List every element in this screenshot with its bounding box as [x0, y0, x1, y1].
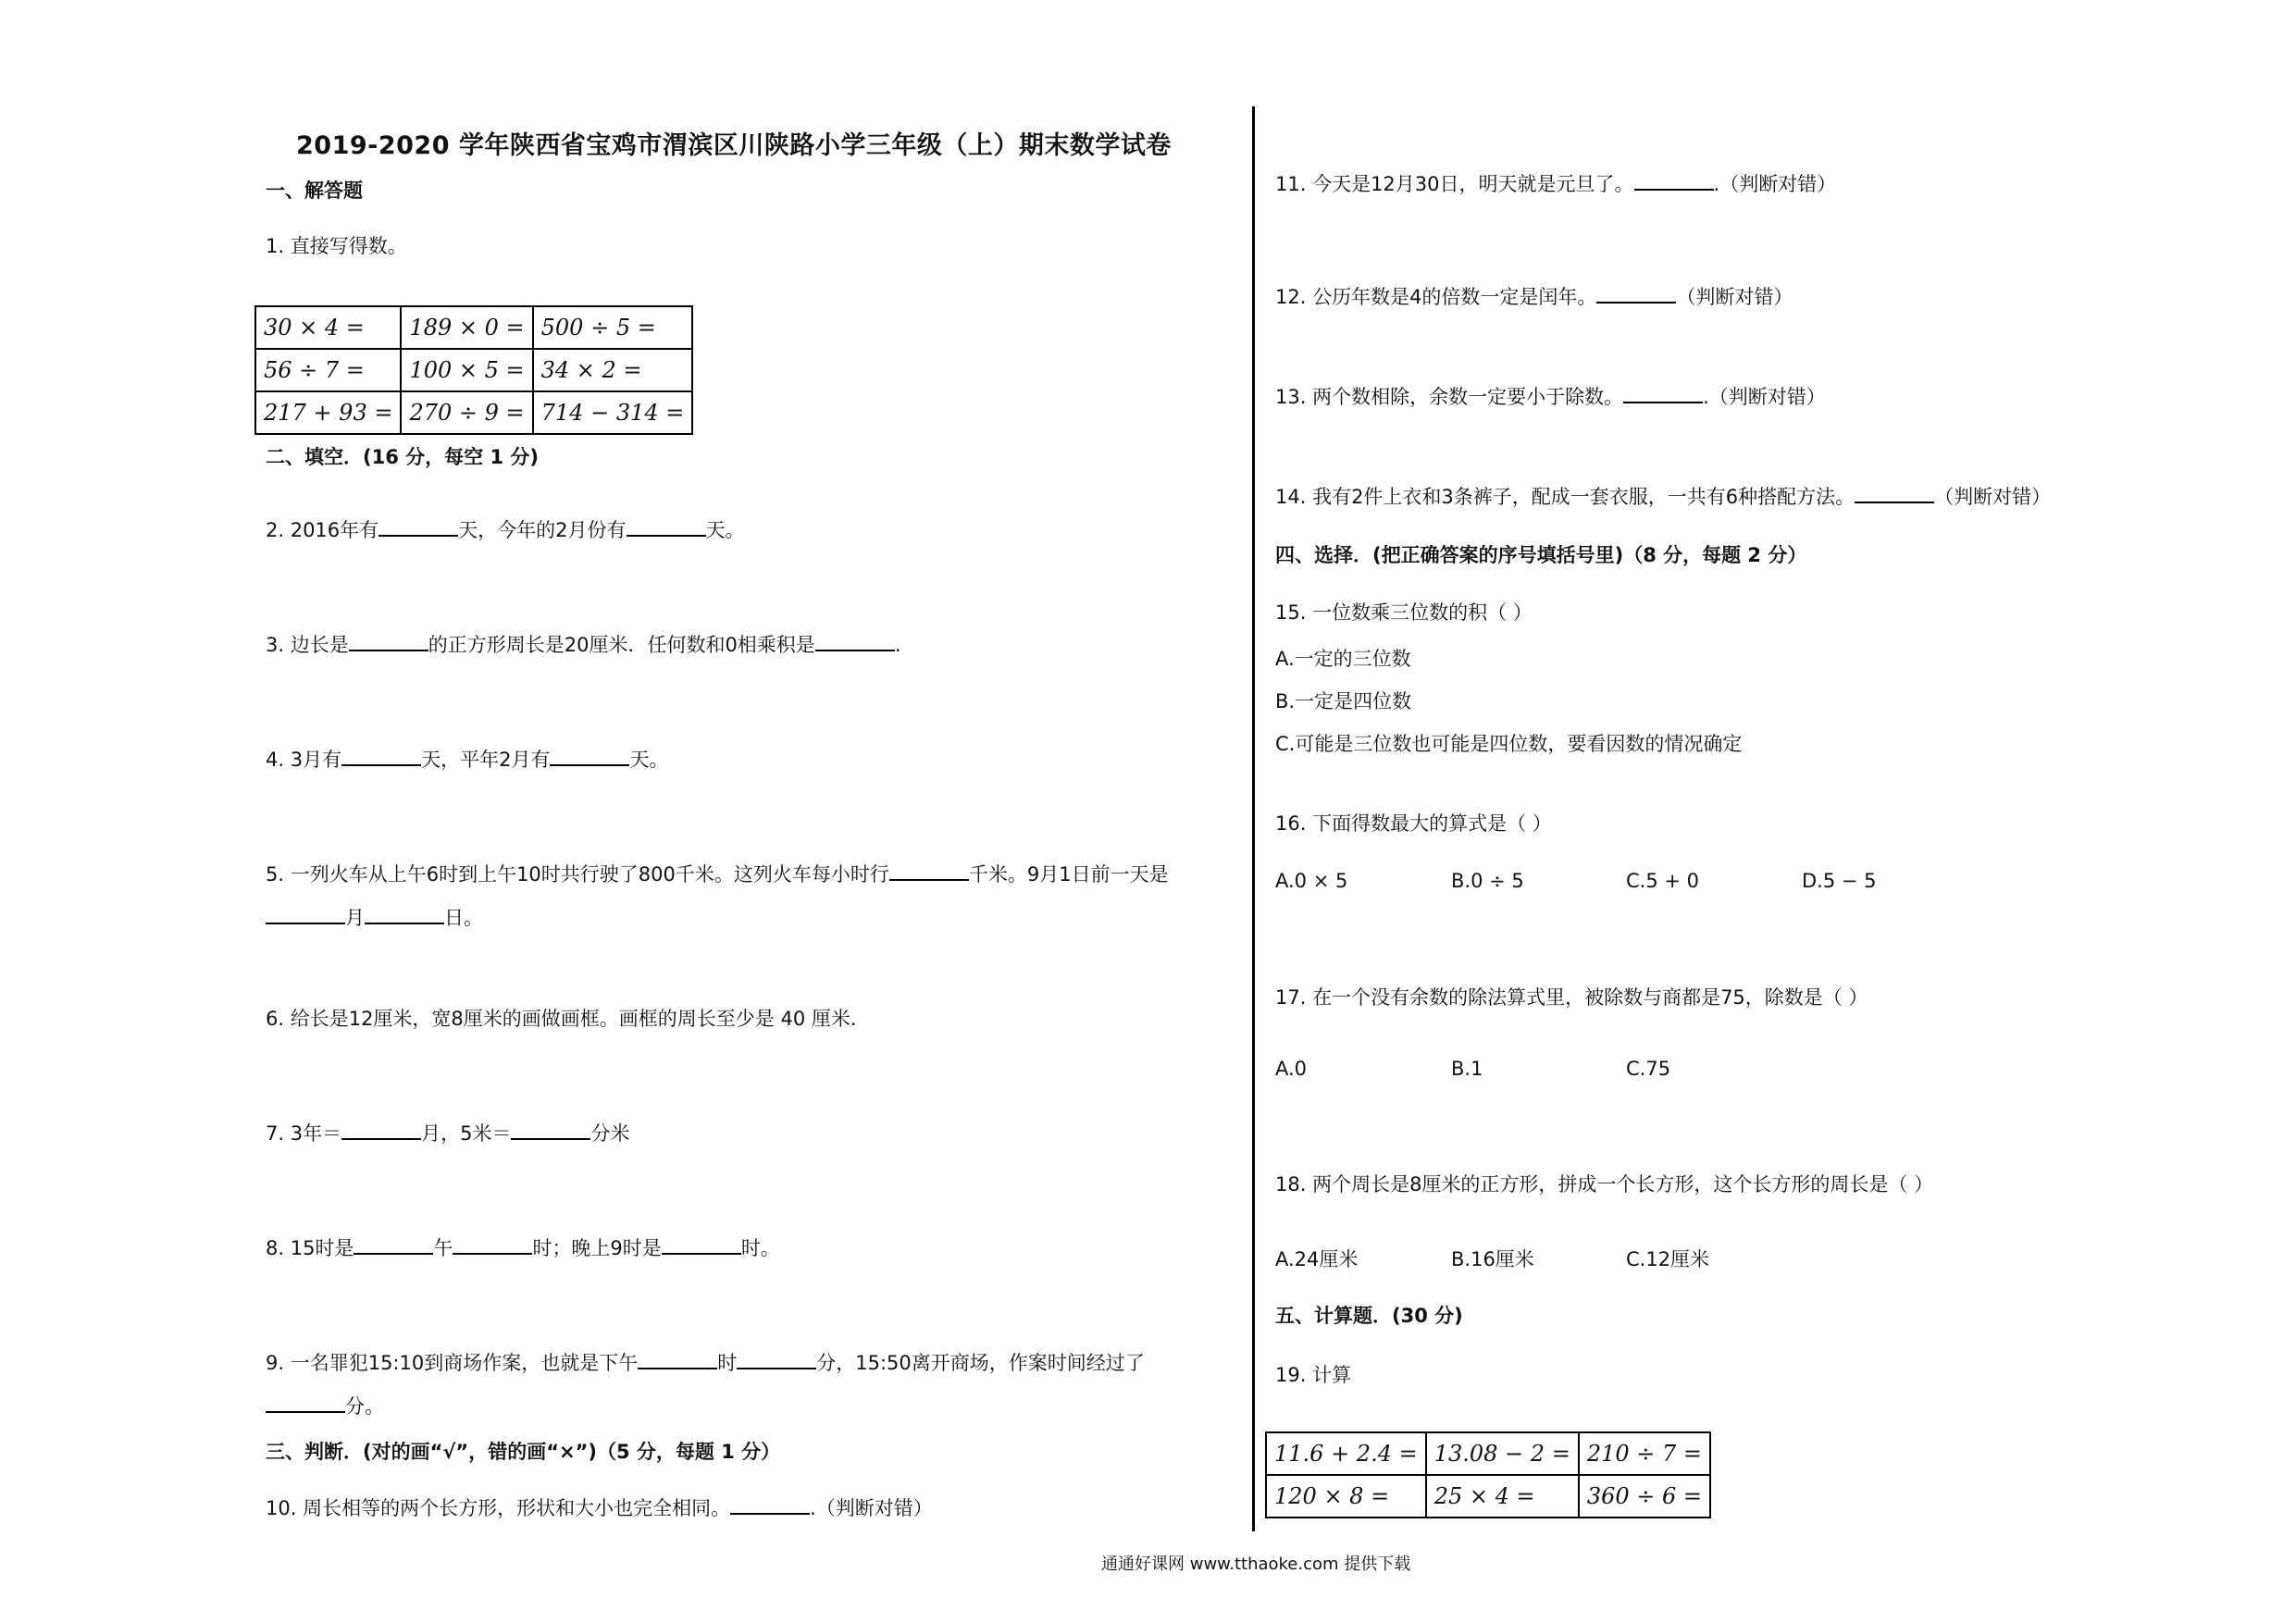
- answer-blank[interactable]: [379, 516, 458, 537]
- question-4: [266, 746, 668, 773]
- question-16: 16. 下面得数最大的算式是（ ）: [1275, 812, 1552, 835]
- q12-text-a: 12. 公历年数是4的倍数一定是闰年。: [1275, 286, 1597, 308]
- table-cell: 56 ÷ 7 =: [255, 349, 401, 391]
- table-cell: 13.08 − 2 =: [1426, 1432, 1579, 1475]
- question-5-line-2: [266, 904, 483, 931]
- q2-text-a: 2. 2016年有: [266, 519, 379, 541]
- answer-blank[interactable]: [737, 1349, 816, 1369]
- table-cell: 360 ÷ 6 =: [1579, 1475, 1710, 1518]
- page-title: 2019-2020 学年陕西省宝鸡市渭滨区川陕路小学三年级（上）期末数学试卷: [296, 131, 1172, 160]
- table-cell: 34 × 2 =: [533, 349, 693, 391]
- answer-blank[interactable]: [1623, 383, 1703, 403]
- answer-blank[interactable]: [627, 516, 706, 537]
- table-cell: 189 × 0 =: [401, 306, 532, 349]
- q13-text-b: .（判断对错）: [1703, 386, 1826, 408]
- table-cell: 30 × 4 =: [255, 306, 401, 349]
- q14-text-a: 14. 我有2件上衣和3条裤子，配成一套衣服，一共有6种搭配方法。: [1275, 486, 1855, 508]
- q9-text-d: 分。: [345, 1395, 384, 1418]
- answer-blank[interactable]: [341, 1120, 421, 1140]
- answer-blank[interactable]: [453, 1234, 532, 1255]
- q16-option-c[interactable]: C.5 + 0: [1626, 870, 1700, 892]
- q2-text-c: 天。: [705, 519, 745, 541]
- question-1: 1. 直接写得数。: [266, 235, 407, 257]
- question-10: [266, 1494, 933, 1521]
- table-cell: 270 ÷ 9 =: [401, 391, 532, 434]
- section-4-heading: 四、选择．(把正确答案的序号填括号里)（8 分，每题 2 分）: [1275, 544, 1807, 566]
- question-7: [266, 1120, 629, 1146]
- section-3-heading: 三、判断．(对的画“√”，错的画“×”)（5 分，每题 1 分）: [266, 1441, 781, 1463]
- q11-text-a: 11. 今天是12月30日，明天就是元旦了。: [1275, 173, 1634, 195]
- q10-text-b: .（判断对错）: [810, 1497, 933, 1519]
- question-9-line-2: [266, 1393, 384, 1419]
- q8-text-c: 时；晚上9时是: [532, 1237, 662, 1259]
- q19-calc-table: [1265, 1431, 1711, 1518]
- answer-blank[interactable]: [889, 861, 969, 881]
- table-cell: 120 × 8 =: [1266, 1475, 1426, 1518]
- question-11: [1275, 170, 1836, 197]
- answer-blank[interactable]: [365, 904, 444, 924]
- q16-option-a[interactable]: A.0 × 5: [1275, 870, 1348, 892]
- q3-text-a: 3. 边长是: [266, 634, 349, 656]
- q17-option-a[interactable]: A.0: [1275, 1058, 1308, 1080]
- answer-blank[interactable]: [266, 904, 345, 924]
- q9-text-a: 9. 一名罪犯15:10到商场作案，也就是下午: [266, 1352, 639, 1374]
- question-2: [266, 516, 745, 543]
- section-1-heading: 一、解答题: [266, 180, 363, 202]
- answer-blank[interactable]: [266, 1393, 345, 1413]
- question-5: [266, 861, 1169, 887]
- q16-option-d[interactable]: D.5 − 5: [1802, 870, 1877, 892]
- question-9: [266, 1349, 1145, 1376]
- q3-text-b: 的正方形周长是20厘米．任何数和0相乘积是: [428, 634, 815, 656]
- q7-text-c: 分米: [590, 1122, 630, 1145]
- table-cell: 500 ÷ 5 =: [533, 306, 693, 349]
- q12-text-b: （判断对错）: [1676, 286, 1793, 308]
- page-footer: 通通好课网 www.tthaoke.com 提供下载: [1101, 1555, 1411, 1574]
- q13-text-a: 13. 两个数相除，余数一定要小于除数。: [1275, 386, 1624, 408]
- q5-text-d: 日。: [444, 907, 483, 929]
- table-cell: 100 × 5 =: [401, 349, 532, 391]
- q4-text-a: 4. 3月有: [266, 749, 342, 771]
- q18-option-b[interactable]: B.16厘米: [1451, 1248, 1534, 1270]
- table-cell: 217 + 93 =: [255, 391, 401, 434]
- question-19: 19. 计算: [1275, 1364, 1352, 1386]
- answer-blank[interactable]: [550, 746, 629, 766]
- q15-option-c[interactable]: C.可能是三位数也可能是四位数，要看因数的情况确定: [1275, 733, 1743, 755]
- answer-blank[interactable]: [662, 1234, 741, 1255]
- question-12: [1275, 283, 1793, 310]
- table-cell: 210 ÷ 7 =: [1579, 1432, 1710, 1475]
- answer-blank[interactable]: [815, 631, 895, 651]
- answer-blank[interactable]: [349, 631, 428, 651]
- q15-option-a[interactable]: A.一定的三位数: [1275, 648, 1411, 670]
- question-14: [1275, 483, 2051, 510]
- q5-text-b: 千米。9月1日前一天是: [968, 863, 1169, 886]
- q8-text-d: 时。: [740, 1237, 780, 1259]
- q18-option-a[interactable]: A.24厘米: [1275, 1248, 1359, 1270]
- section-2-heading: 二、填空．(16 分，每空 1 分): [266, 446, 539, 468]
- q7-text-b: 月，5米＝: [421, 1122, 512, 1145]
- q9-text-c: 分，15:50离开商场，作案时间经过了: [816, 1352, 1145, 1374]
- section-5-heading: 五、计算题．(30 分): [1275, 1305, 1463, 1327]
- q14-text-b: （判断对错）: [1934, 486, 2052, 508]
- table-cell: 11.6 + 2.4 =: [1266, 1432, 1426, 1475]
- table-cell: 714 − 314 =: [533, 391, 693, 434]
- table-cell: 25 × 4 =: [1426, 1475, 1579, 1518]
- question-18: 18. 两个周长是8厘米的正方形，拼成一个长方形，这个长方形的周长是（ ）: [1275, 1173, 1934, 1196]
- answer-blank[interactable]: [1634, 170, 1714, 191]
- answer-blank[interactable]: [354, 1234, 433, 1255]
- question-17: 17. 在一个没有余数的除法算式里，被除数与商都是75，除数是（ ）: [1275, 986, 1868, 1009]
- q16-option-b[interactable]: B.0 ÷ 5: [1451, 870, 1524, 892]
- question-6: 6. 给长是12厘米，宽8厘米的画做画框。画框的周长至少是 40 厘米.: [266, 1008, 857, 1030]
- q7-text-a: 7. 3年＝: [266, 1122, 342, 1145]
- q9-text-b: 时: [717, 1352, 738, 1374]
- q10-text-a: 10. 周长相等的两个长方形，形状和大小也完全相同。: [266, 1497, 731, 1519]
- q8-text-b: 午: [433, 1237, 453, 1259]
- q5-text-c: 月: [345, 907, 365, 929]
- answer-blank[interactable]: [638, 1349, 717, 1369]
- q17-option-c[interactable]: C.75: [1626, 1058, 1671, 1080]
- question-8: [266, 1234, 780, 1261]
- q17-option-b[interactable]: B.1: [1451, 1058, 1483, 1080]
- answer-blank[interactable]: [730, 1494, 810, 1515]
- q4-text-c: 天。: [629, 749, 669, 771]
- answer-blank[interactable]: [1855, 483, 1934, 503]
- answer-blank[interactable]: [511, 1120, 590, 1140]
- q15-option-b[interactable]: B.一定是四位数: [1275, 690, 1412, 712]
- question-13: [1275, 383, 1826, 410]
- answer-blank[interactable]: [341, 746, 421, 766]
- q18-option-c[interactable]: C.12厘米: [1626, 1248, 1710, 1270]
- q2-text-b: 天，今年的2月份有: [458, 519, 627, 541]
- q3-text-c: .: [894, 634, 901, 656]
- q1-calc-table: [254, 305, 693, 435]
- q8-text-a: 8. 15时是: [266, 1237, 354, 1259]
- q5-text-a: 5. 一列火车从上午6时到上午10时共行驶了800千米。这列火车每小时行: [266, 863, 889, 886]
- q11-text-b: .（判断对错）: [1713, 173, 1837, 195]
- q4-text-b: 天，平年2月有: [421, 749, 551, 771]
- column-divider: [1252, 106, 1255, 1531]
- question-15: 15. 一位数乘三位数的积（ ）: [1275, 601, 1533, 624]
- answer-blank[interactable]: [1596, 283, 1676, 304]
- question-3: [266, 631, 901, 658]
